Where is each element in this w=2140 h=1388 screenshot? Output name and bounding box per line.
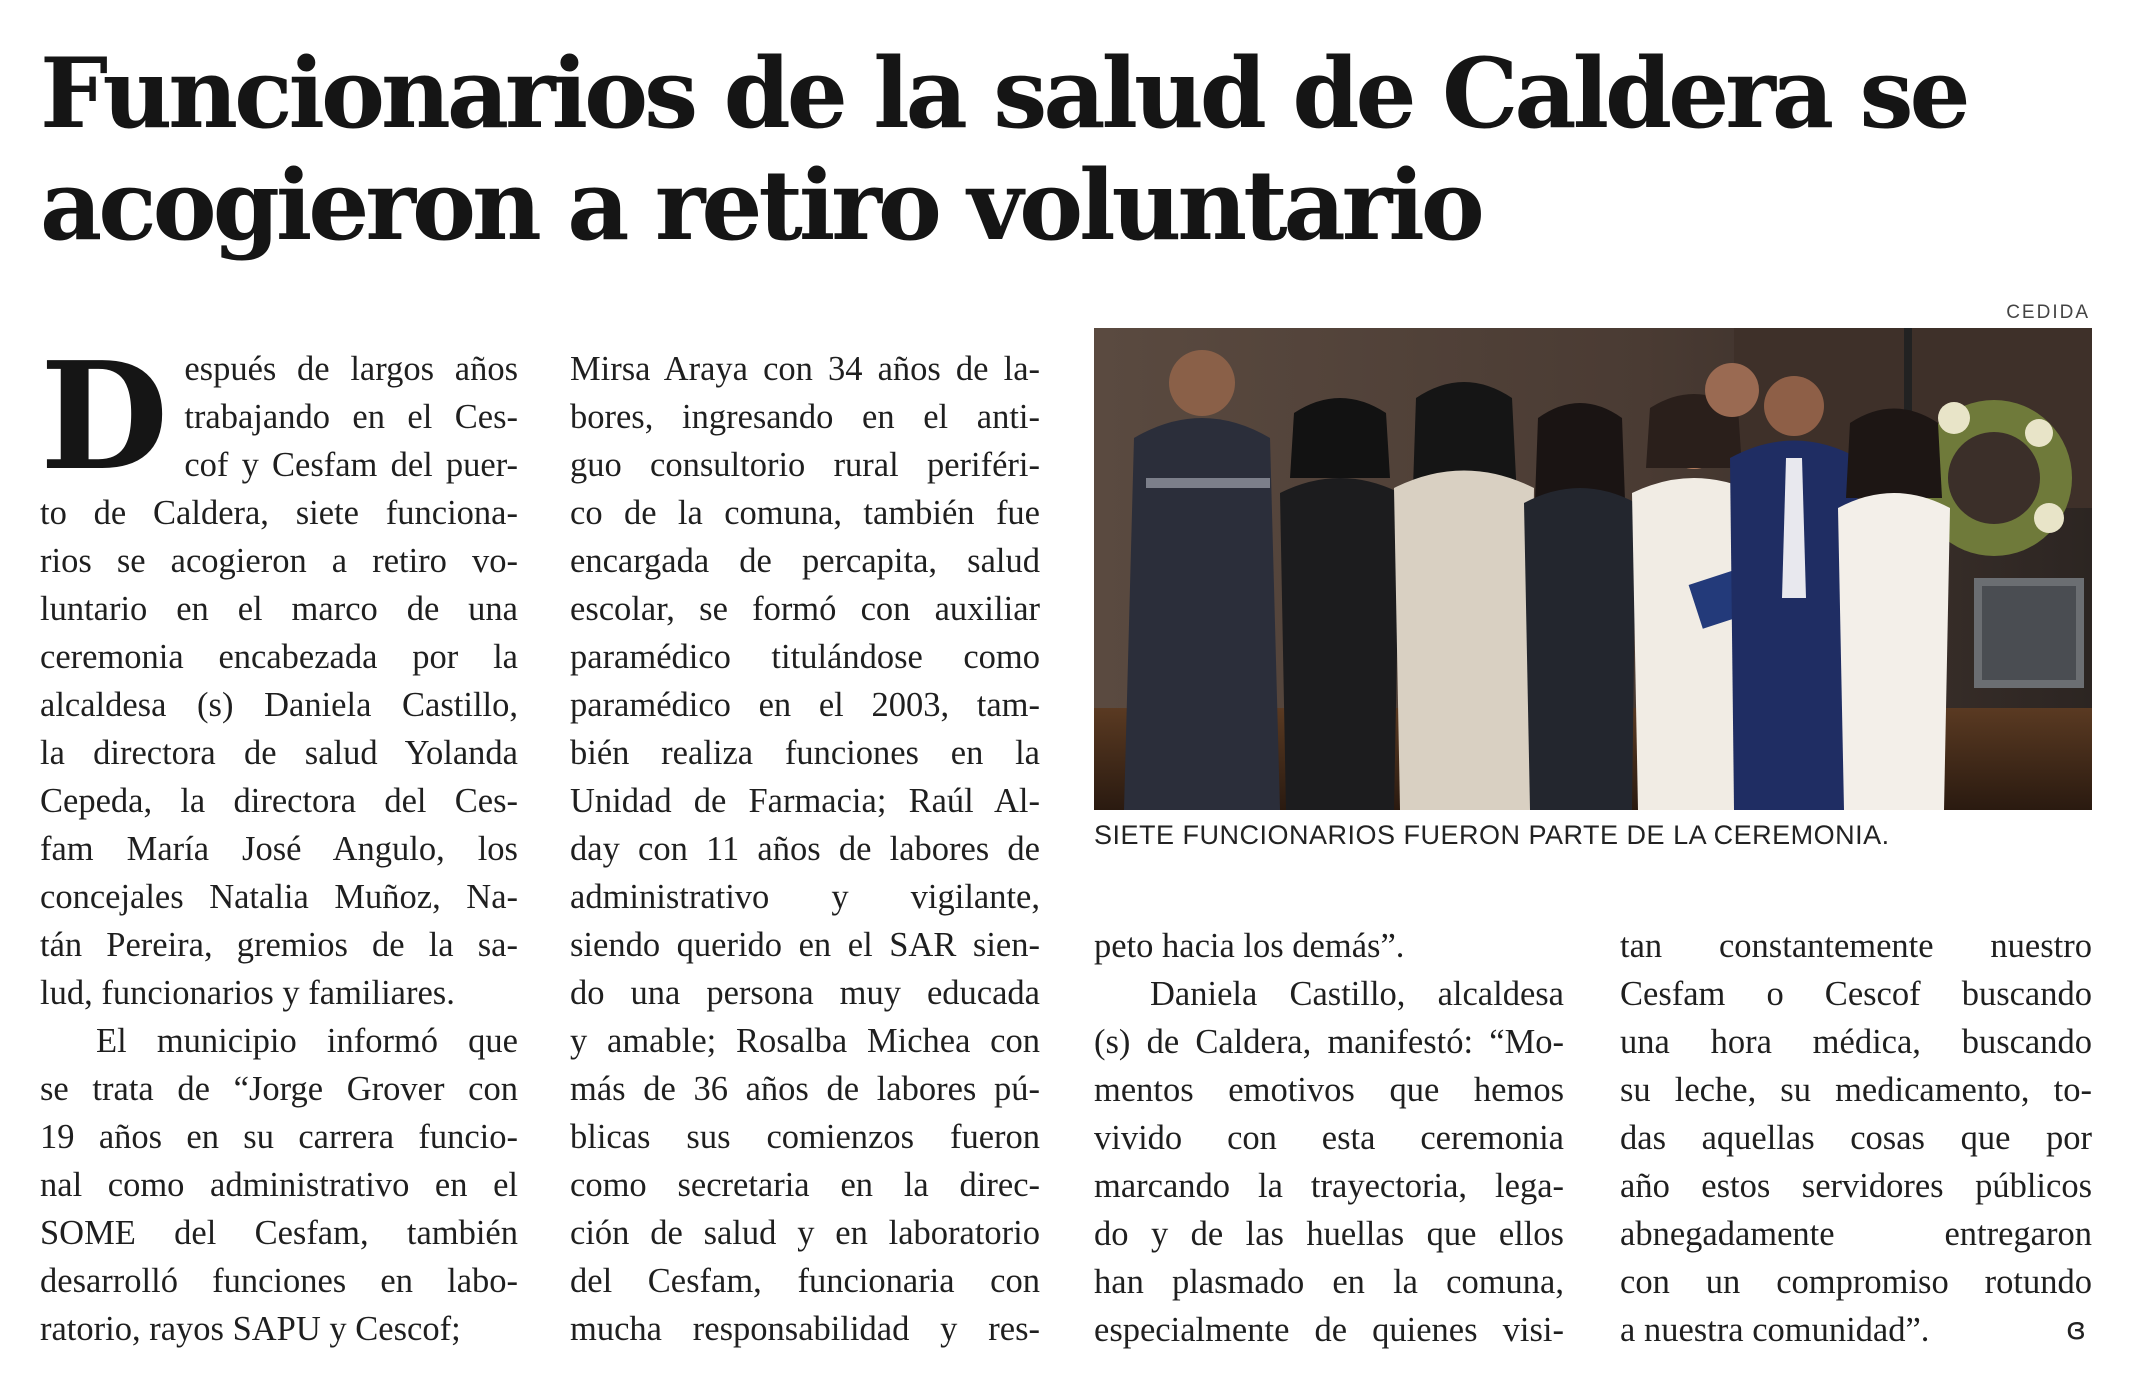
body-line: guo consultorio rural periféri- <box>570 446 1040 484</box>
drop-cap: D <box>40 329 169 503</box>
body-line: (s) de Caldera, manifestó: “Mo- <box>1094 1023 1564 1061</box>
body-line: alcaldesa (s) Daniela Castillo, <box>40 686 518 724</box>
body-line: tan constantemente nuestro <box>1620 927 2092 965</box>
body-line: paramédico titulándose como <box>570 638 1040 676</box>
body-line: ratorio, rayos SAPU y Cescof; <box>40 1310 461 1348</box>
body-line: año estos servidores públicos <box>1620 1167 2092 1205</box>
body-line: y amable; Rosalba Michea con <box>570 1022 1040 1060</box>
body-line: vivido con esta ceremonia <box>1094 1119 1564 1157</box>
final-sentence: a nuestra comunidad”. <box>1620 1311 1930 1349</box>
body-line: SOME del Cesfam, también <box>40 1214 518 1252</box>
body-line: nal como administrativo en el <box>40 1166 518 1204</box>
body-line: trabajando en el Ces- <box>184 398 518 436</box>
body-line: blicas sus comienzos fueron <box>570 1118 1040 1156</box>
body-line: tán Pereira, gremios de la sa- <box>40 926 518 964</box>
body-line: luntario en el marco de una <box>40 590 518 628</box>
body-line: day con 11 años de labores de <box>570 830 1040 868</box>
body-line: rios se acogieron a retiro vo- <box>40 542 518 580</box>
body-line: se trata de “Jorge Grover con <box>40 1070 518 1108</box>
body-line: mucha responsabilidad y res- <box>570 1310 1040 1348</box>
body-line: administrativo y vigilante, <box>570 878 1040 916</box>
body-line: más de 36 años de labores pú- <box>570 1070 1040 1108</box>
body-line: especialmente de quienes visi- <box>1094 1311 1564 1349</box>
body-line: fam María José Angulo, los <box>40 830 518 868</box>
body-line: con un compromiso rotundo <box>1620 1263 2092 1301</box>
headline-line-1: Funcionarios de la salud de Caldera se <box>40 37 1967 150</box>
body-line: peto hacia los demás”. <box>1094 927 1405 965</box>
body-line: marcando la trayectoria, lega- <box>1094 1167 1564 1205</box>
body-line: mentos emotivos que hemos <box>1094 1071 1564 1109</box>
body-line: como secretaria en la direc- <box>570 1166 1040 1204</box>
body-line: cof y Cesfam del puer- <box>184 446 518 484</box>
end-mark-icon: ɞ <box>2066 1312 2086 1347</box>
body-line: do una persona muy educada <box>570 974 1040 1012</box>
body-line: su leche, su medicamento, to- <box>1620 1071 2092 1109</box>
article-photo <box>1094 328 2092 810</box>
body-line: del Cesfam, funcionaria con <box>570 1262 1040 1300</box>
body-line: desarrolló funciones en labo- <box>40 1262 518 1300</box>
body-line: 19 años en su carrera funcio- <box>40 1118 518 1156</box>
body-line: Cesfam o Cescof buscando <box>1620 975 2092 1013</box>
body-line: siendo querido en el SAR sien- <box>570 926 1040 964</box>
headline-line-2: acogieron a retiro voluntario <box>40 149 1481 262</box>
body-line: Daniela Castillo, alcaldesa <box>1150 975 1564 1013</box>
photo-credit: CEDIDA <box>2006 302 2090 323</box>
body-line: bién realiza funciones en la <box>570 734 1040 772</box>
body-line: encargada de percapita, salud <box>570 542 1040 580</box>
body-line: han plasmado en la comuna, <box>1094 1263 1564 1301</box>
body-line: Cepeda, la directora del Ces- <box>40 782 518 820</box>
body-line: Mirsa Araya con 34 años de la- <box>570 350 1040 388</box>
article-column-1 <box>40 329 518 1353</box>
body-line: ción de salud y en laboratorio <box>570 1214 1040 1252</box>
body-line: ceremonia encabezada por la <box>40 638 518 676</box>
body-line: co de la comuna, también fue <box>570 494 1040 532</box>
body-line: lud, funcionarios y familiares. <box>40 974 455 1012</box>
article-column-3 <box>1094 922 1564 1354</box>
body-line: paramédico en el 2003, tam- <box>570 686 1040 724</box>
body-line: do y de las huellas que ellos <box>1094 1215 1564 1253</box>
body-line: Unidad de Farmacia; Raúl Al- <box>570 782 1040 820</box>
body-line: espués de largos años <box>184 350 518 388</box>
body-line: escolar, se formó con auxiliar <box>570 590 1040 628</box>
body-line: la directora de salud Yolanda <box>40 734 518 772</box>
article-headline <box>40 38 2100 262</box>
body-line: das aquellas cosas que por <box>1620 1119 2092 1157</box>
body-line: concejales Natalia Muñoz, Na- <box>40 878 518 916</box>
article-column-4 <box>1620 922 2092 1354</box>
body-line: abnegadamente entregaron <box>1620 1215 2092 1253</box>
body-line: to de Caldera, siete funciona- <box>40 494 518 532</box>
ceremony-photo-illustration <box>1094 328 2092 810</box>
body-line: una hora médica, buscando <box>1620 1023 2092 1061</box>
body-line: bores, ingresando en el anti- <box>570 398 1040 436</box>
body-line <box>1620 1306 2092 1354</box>
body-line: El municipio informó que <box>96 1022 518 1060</box>
photo-caption: SIETE FUNCIONARIOS FUERON PARTE DE LA CEREMONIA. <box>1094 820 1890 850</box>
article-column-2 <box>570 345 1040 1353</box>
